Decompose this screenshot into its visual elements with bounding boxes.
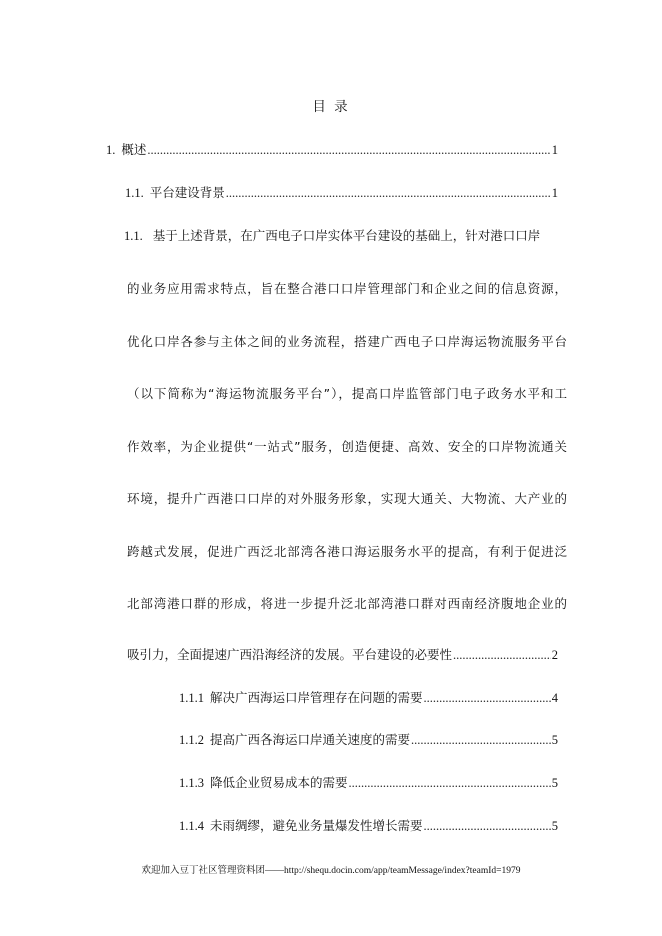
toc-leader-dots — [424, 819, 551, 834]
toc-entry-number: 1. — [106, 143, 116, 157]
toc-entry-page: 1 — [551, 143, 558, 157]
toc-leader-dots — [226, 186, 551, 201]
toc-entry-page: 2 — [551, 648, 558, 662]
paragraph-line-4: （以下简称为“海运物流服务平台”），提高口岸监管部门电子政务水平和工 — [127, 386, 567, 401]
toc-entry-label: 提高广西各海运口岸通关速度的需要 — [210, 732, 411, 747]
toc-entry-number: 1.1. — [125, 186, 144, 200]
toc-entry-page: 5 — [551, 776, 558, 790]
toc-entry-number: 1.1.3 — [179, 776, 204, 790]
toc-entry-number: 1.1.1 — [179, 691, 204, 705]
paragraph-line-8: 北部湾港口群的形成，将进一步提升泛北部湾港口群对西南经济腹地企业的 — [127, 596, 567, 611]
toc-leader-dots — [411, 733, 551, 748]
toc-entry-label: 未雨绸缪，避免业务量爆发性增长需要 — [210, 818, 423, 833]
toc-entry-label: 概述 — [121, 142, 147, 157]
paragraph-number: 1.1. — [124, 229, 143, 243]
toc-leader-dots — [453, 648, 551, 663]
paragraph-line-1 — [124, 226, 567, 244]
toc-entry-label: 平台建设背景 — [149, 185, 225, 200]
paragraph-line-6: 环境，提升广西港口口岸的对外服务形象，实现大通关、大物流、大产业的 — [127, 491, 567, 506]
paragraph-line-2: 的业务应用需求特点，旨在整合港口口岸管理部门和企业之间的信息资源， — [127, 281, 567, 296]
paragraph-text: 基于上述背景，在广西电子口岸实体平台建设的基础上，针对港口口岸 — [152, 228, 541, 243]
toc-entry-number: 1.1.2 — [179, 733, 204, 747]
toc-entry-page: 5 — [551, 733, 558, 747]
toc-entry-label: 吸引力，全面提速广西沿海经济的发展。平台建设的必要性 — [127, 647, 453, 662]
toc-entry-page: 4 — [551, 691, 558, 705]
toc-entry-page: 1 — [551, 186, 558, 200]
toc-title: 目 录 — [312, 99, 350, 115]
toc-leader-dots — [349, 776, 551, 791]
paragraph-line-7: 跨越式发展，促进广西泛北部湾各港口海运服务水平的提高，有利于促进泛 — [127, 544, 567, 559]
toc-entry-1-1-1[interactable] — [179, 688, 558, 706]
toc-entry-background[interactable] — [125, 183, 558, 201]
paragraph-line-5: 作效率，为企业提供“一站式”服务，创造便捷、高效、安全的口岸物流通关 — [127, 439, 567, 454]
page-footer: 欢迎加入豆丁社区管理资料团——http://shequ.docin.com/app/teamMessage/index?teamId=1979 — [141, 866, 521, 876]
toc-entry-1-1-2[interactable] — [179, 730, 558, 748]
toc-entry-label: 降低企业贸易成本的需要 — [210, 775, 348, 790]
toc-leader-dots — [424, 691, 551, 706]
toc-entry-necessity[interactable] — [127, 645, 558, 663]
toc-entry-overview[interactable] — [106, 140, 558, 158]
toc-entry-label: 解决广西海运口岸管理存在问题的需要 — [210, 690, 423, 705]
toc-entry-1-1-4[interactable] — [179, 816, 558, 834]
paragraph-line-3: 优化口岸各参与主体之间的业务流程，搭建广西电子口岸海运物流服务平台 — [127, 334, 567, 349]
toc-leader-dots — [147, 143, 550, 158]
toc-entry-1-1-3[interactable] — [179, 773, 558, 791]
toc-entry-page: 5 — [551, 819, 558, 833]
toc-entry-number: 1.1.4 — [179, 819, 204, 833]
